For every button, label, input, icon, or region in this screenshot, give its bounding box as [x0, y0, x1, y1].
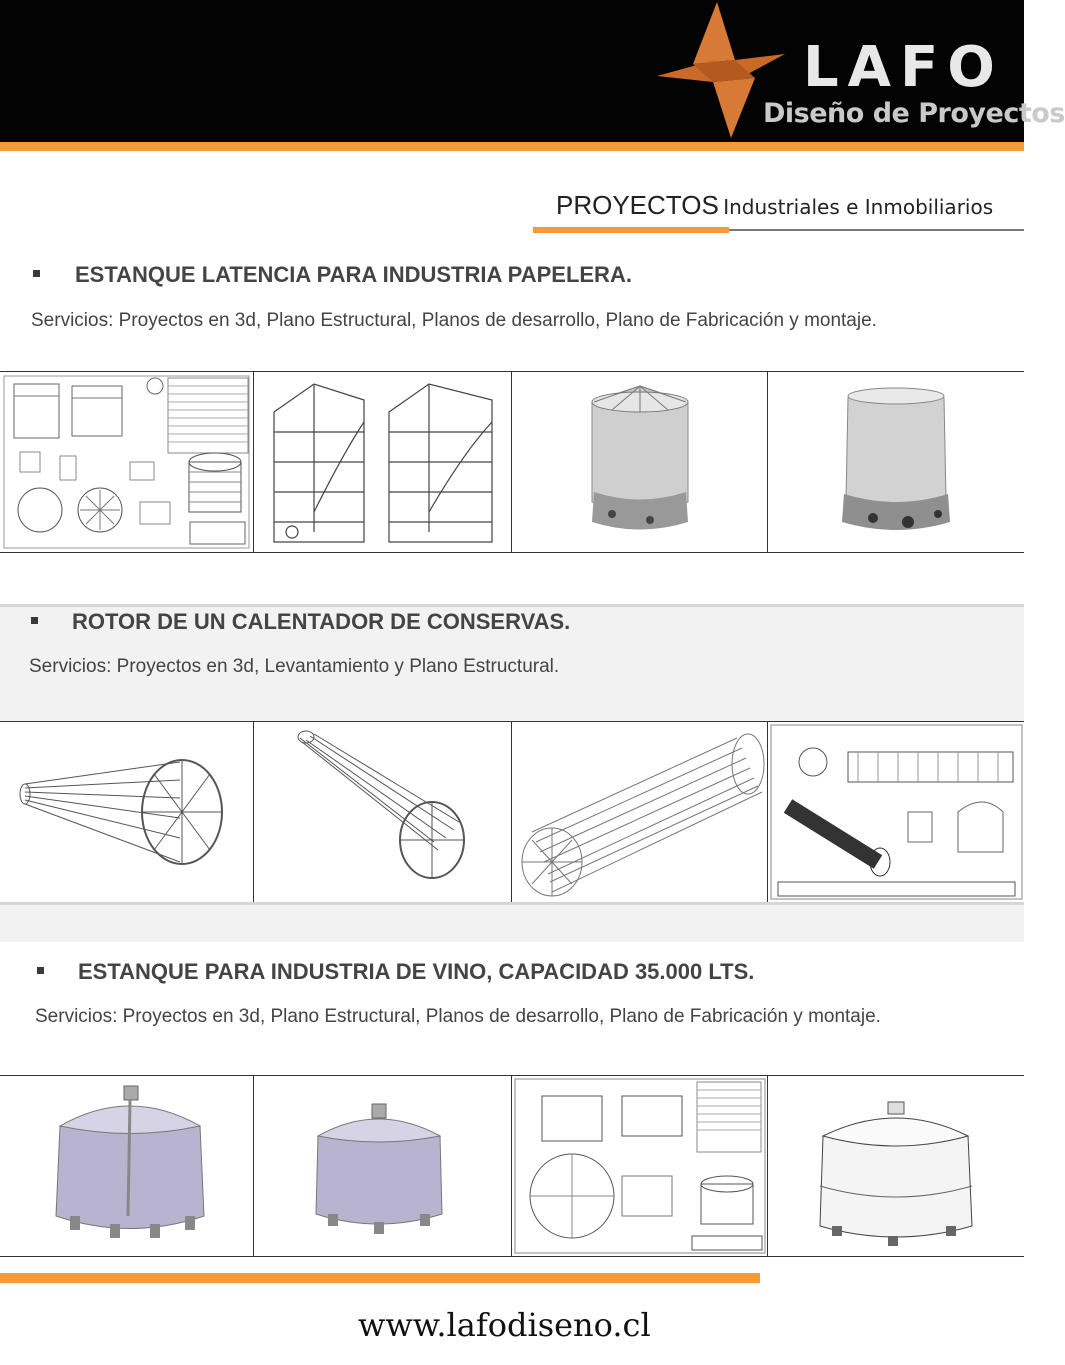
section-band — [0, 902, 1024, 942]
image-gallery — [0, 371, 1024, 553]
wine-tank-technical-drawing-image[interactable] — [511, 1076, 768, 1256]
subtitle-underline — [729, 229, 1024, 231]
wine-tank-render-image[interactable] — [0, 1076, 253, 1256]
image-gallery — [0, 1075, 1024, 1257]
wireframe-tank-image[interactable] — [253, 372, 512, 552]
subtitle-rest: Industriales e Inmobiliarios — [723, 195, 994, 219]
section-title: ROTOR DE UN CALENTADOR DE CONSERVAS. — [72, 609, 571, 634]
bullet-icon — [31, 617, 38, 624]
rotor-technical-drawing-image[interactable] — [767, 722, 1025, 902]
section-services: Servicios: Proyectos en 3d, Levantamiento y Plano Estructural. — [29, 656, 560, 677]
page-subtitle — [556, 190, 993, 221]
rotor-diagonal-image[interactable] — [253, 722, 512, 902]
section-title: ESTANQUE PARA INDUSTRIA DE VINO, CAPACIDAD 35.000 LTS. — [78, 959, 755, 984]
company-logo[interactable] — [655, 2, 1065, 140]
website-link[interactable]: www.lafodiseno.cl — [358, 1306, 651, 1344]
section-services: Servicios: Proyectos en 3d, Plano Estructural, Planos de desarrollo, Plano de Fabricación y montaje. — [31, 310, 877, 331]
rotor-wireframe-image[interactable] — [511, 722, 768, 902]
subtitle-underline-accent — [533, 227, 729, 233]
rendered-tank-nozzles-image[interactable] — [767, 372, 1025, 552]
logo-tagline: Diseño de Proyectos — [763, 98, 1065, 129]
section-title: ESTANQUE LATENCIA PARA INDUSTRIA PAPELERA. — [75, 262, 632, 287]
header-accent-line — [0, 142, 1024, 151]
section-services: Servicios: Proyectos en 3d, Plano Estructural, Planos de desarrollo, Plano de Fabricación y montaje. — [35, 1006, 881, 1027]
image-gallery — [0, 721, 1024, 903]
header-banner — [0, 0, 1065, 142]
wine-tank-angle-image[interactable] — [253, 1076, 512, 1256]
rendered-tank-image[interactable] — [511, 372, 768, 552]
technical-drawing-image[interactable] — [0, 372, 253, 552]
bullet-icon — [33, 270, 40, 277]
footer-accent-line — [0, 1273, 760, 1283]
subtitle-main: PROYECTOS — [556, 190, 719, 220]
wine-tank-line-render-image[interactable] — [767, 1076, 1025, 1256]
rotor-side-image[interactable] — [0, 722, 253, 902]
logo-wordmark: LAFO — [803, 35, 1004, 100]
bullet-icon — [37, 967, 44, 974]
